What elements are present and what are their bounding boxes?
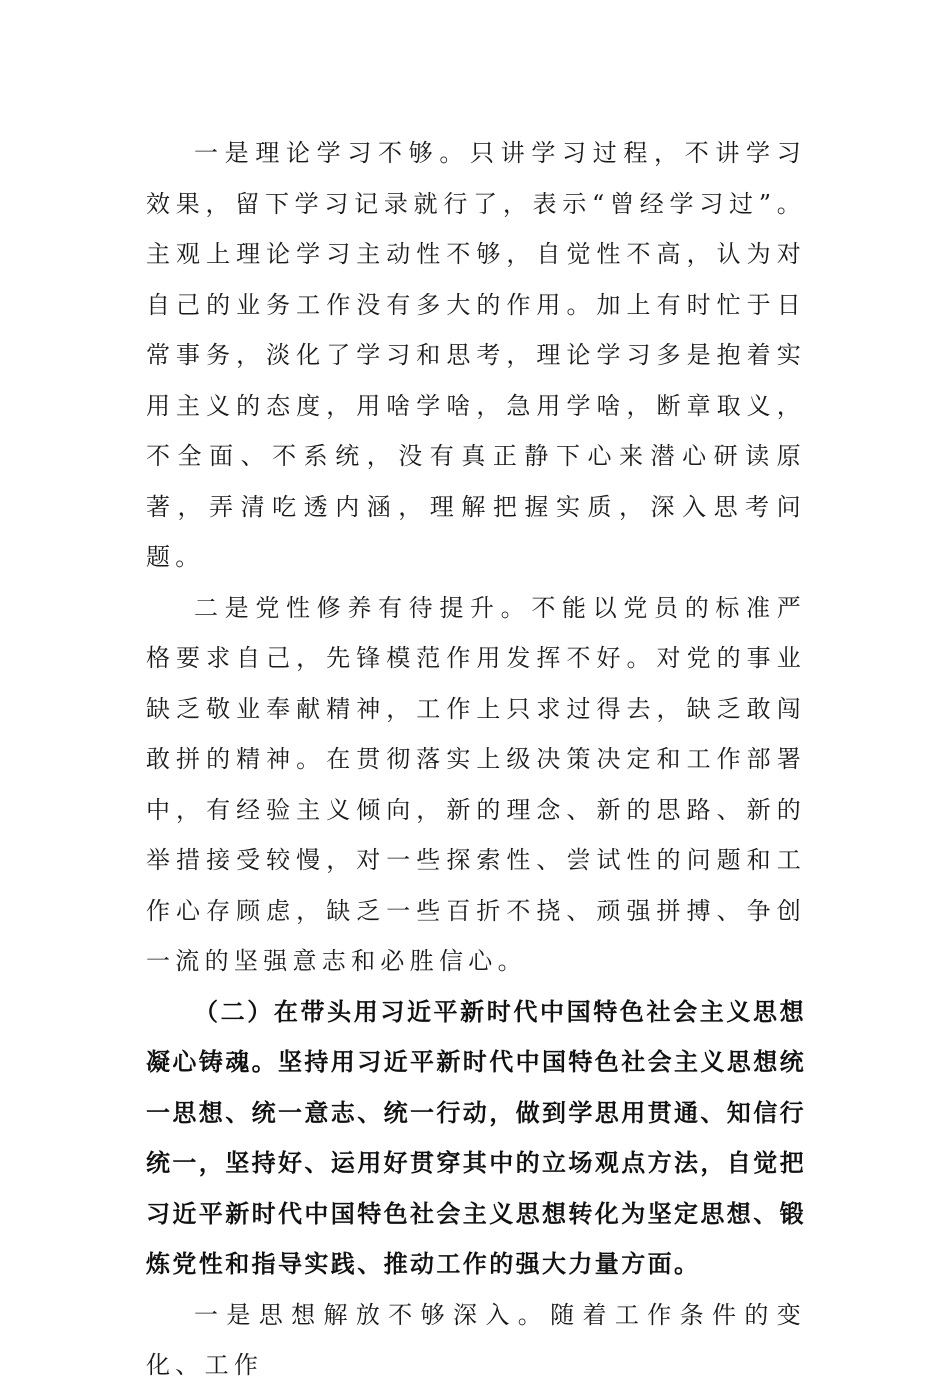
paragraph-party-spirit: 二是党性修养有待提升。不能以党员的标准严格要求自己，先锋模范作用发挥不好。对党的事业缺乏敬业奉献精神，工作上只求过得去，缺乏敢闯敢拼的精神。在贯彻落实上级决策决定和工作部署中，有经验主义倾向，新的理念、新的思路、新的举措接受较慢，对一些探索性、尝试性的问题和工作心存顾虑，缺乏一些百折不挠、顽强拼搏、争创一流的坚强意志和必胜信心。 (146, 593, 806, 975)
document-body (146, 128, 806, 1391)
paragraph-ideological-liberation: 一是思想解放不够深入。随着工作条件的变化、工作 (146, 1300, 806, 1379)
paragraph-theory-study: 一是理论学习不够。只讲学习过程，不讲学习效果，留下学习记录就行了，表示“曾经学习过”。主观上理论学习主动性不够，自觉性不高，认为对自己的业务工作没有多大的作用。加上有时忙于日常事务，淡化了学习和思考，理论学习多是抱着实用主义的态度，用啥学啥，急用学啥，断章取义，不全面、不系统，没有真正静下心来潜心研读原著，弄清吃透内涵，理解把握实质，深入思考问题。 (146, 139, 806, 571)
section-heading-two: （二）在带头用习近平新时代中国特色社会主义思想凝心铸魂。坚持用习近平新时代中国特色社会主义思想统一思想、统一意志、统一行动，做到学思用贯通、知信行统一，坚持好、运用好贯穿其中的立场观点方法，自觉把习近平新时代中国特色社会主义思想转化为坚定思想、锻炼党性和指导实践、推动工作的强大力量方面。 (146, 997, 806, 1278)
